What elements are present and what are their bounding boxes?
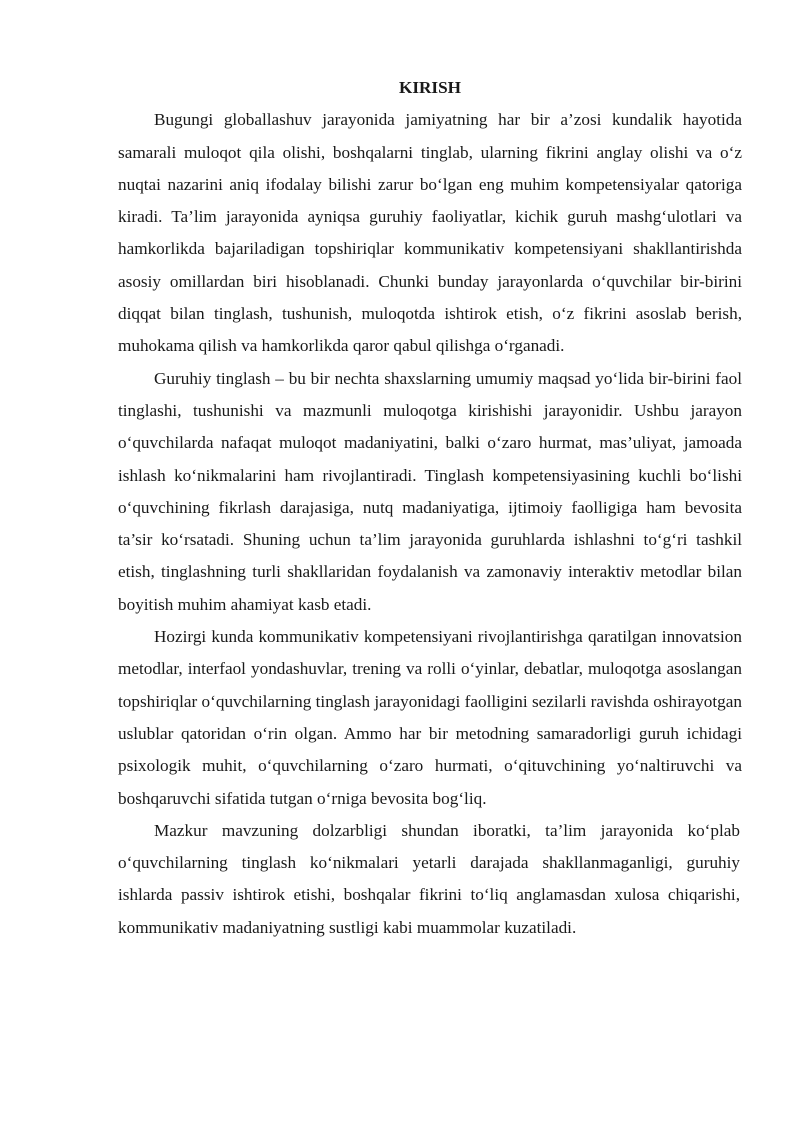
document-title: KIRISH [398,78,462,97]
paragraph-3: Hozirgi kunda kommunikativ kompetensiyani rivojlantirishga qaratilgan innovatsion metodlar, interfaol yondashuvlar, trening va rolli o‘yinlar, debatlar, muloqotga asoslangan topshiriqlar o‘quvchilarning tinglash jarayonidagi faolligini sezilarli ravishda oshirayotgan uslublar qatoridan o‘rin olgan. Ammo har bir metodning samaradorligi guruh ichidagi psixologik muhit, o‘quvchilarning o‘zaro hurmati, o‘qituvchining yo‘naltiruvchi va boshqaruvchi sifatida tutgan o‘rniga bevosita bog‘liq. [118,627,742,808]
paragraph-4: Mazkur mavzuning dolzarbligi shundan iboratki, ta’lim jarayonida ko‘plab o‘quvchilarning tinglash ko‘nikmalari yetarli darajada shakllanmaganligi, guruhiy ishlarda passiv ishtirok etishi, boshqalar fikrini to‘liq anglamasdan xulosa chiqarishi, kommunikativ madaniyatning sustligi kabi muammolar kuzatiladi. [118,820,740,937]
paragraph-2: Guruhiy tinglash – bu bir nechta shaxslarning umumiy maqsad yo‘lida bir-birini faol tinglashi, tushunishi va mazmunli muloqotga kirishishi jarayonidir. Ushbu jarayon o‘quvchilarda nafaqat muloqot madaniyatini, balki o‘zaro hurmat, mas’uliyat, jamoada ishlash ko‘nikmalarini ham rivojlantiradi. Tinglash kompetensiyasining kuchli bo‘lishi o‘quvchining fikrlash darajasiga, nutq madaniyatiga, ijtimoiy faolligiga ham bevosita ta’sir ko‘rsatadi. Shuning uchun ta’lim jarayonida guruhlarda ishlashni to‘g‘ri tashkil etish, tinglashning turli shakllaridan foydalanish va zamonaviy interaktiv metodlar bilan boyitish muhim ahamiyat kasb etadi. [118,368,742,614]
document-body [118,72,742,944]
paragraph-1: Bugungi globallashuv jarayonida jamiyatning har bir a’zosi kundalik hayotida samarali muloqot qila olishi, boshqalarni tinglab, ularning fikrini anglay olishi va o‘z nuqtai nazarini aniq ifodalay bilishi zarur bo‘lgan eng muhim kompetensiyalar qatoriga kiradi. Ta’lim jarayonida ayniqsa guruhiy faoliyatlar, kichik guruh mashg‘ulotlari va hamkorlikda bajariladigan topshiriqlar kommunikativ kompetensiyani shakllantirishda asosiy omillardan biri hisoblanadi. Chunki bunday jarayonlarda o‘quvchilar bir-birini diqqat bilan tinglash, tushunish, muloqotda ishtirok etish, o‘z fikrini asoslab berish, muhokama qilish va hamkorlikda qaror qabul qilishga o‘rganadi. [118,110,742,356]
